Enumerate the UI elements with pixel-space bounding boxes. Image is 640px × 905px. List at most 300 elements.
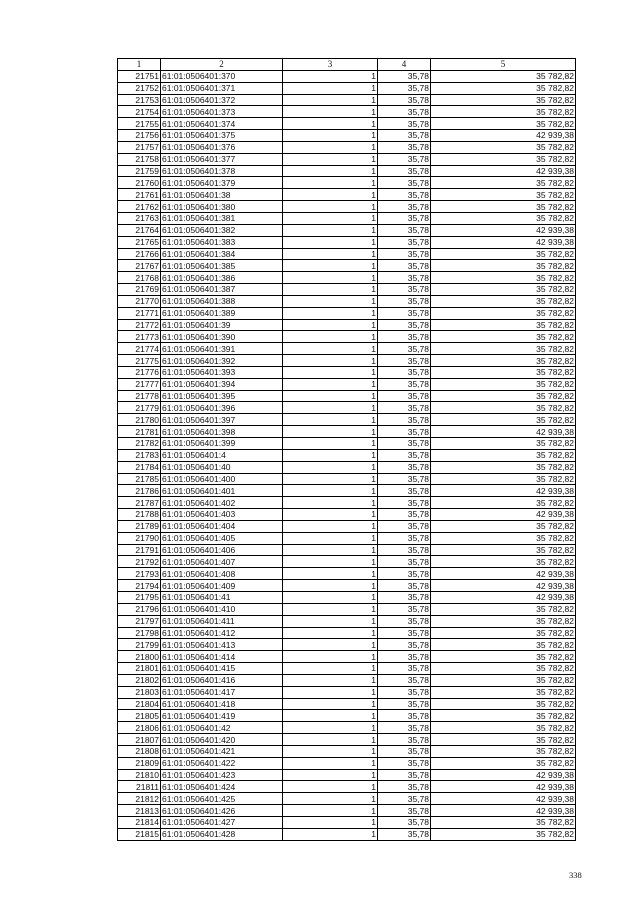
row-index-cell: 21794 <box>118 580 161 592</box>
count-cell: 1 <box>283 556 378 568</box>
cadastral-number-cell: 61:01:0506401:416 <box>161 674 283 686</box>
area-cell: 35,78 <box>378 165 431 177</box>
table-row <box>118 260 576 272</box>
row-index-cell: 21809 <box>118 757 161 769</box>
table-row <box>118 70 576 82</box>
table-row <box>118 722 576 734</box>
value-cell: 42 939,38 <box>431 224 576 236</box>
column-header-4: 4 <box>378 59 431 71</box>
cadastral-number-cell: 61:01:0506401:424 <box>161 781 283 793</box>
area-cell: 35,78 <box>378 295 431 307</box>
cadastral-number-cell: 61:01:0506401:404 <box>161 520 283 532</box>
area-cell: 35,78 <box>378 663 431 675</box>
row-index-cell: 21763 <box>118 212 161 224</box>
value-cell: 35 782,82 <box>431 343 576 355</box>
count-cell: 1 <box>283 520 378 532</box>
cadastral-number-cell: 61:01:0506401:4 <box>161 449 283 461</box>
table-row <box>118 224 576 236</box>
area-cell: 35,78 <box>378 532 431 544</box>
count-cell: 1 <box>283 355 378 367</box>
cadastral-number-cell: 61:01:0506401:421 <box>161 745 283 757</box>
count-cell: 1 <box>283 141 378 153</box>
area-cell: 35,78 <box>378 674 431 686</box>
value-cell: 35 782,82 <box>431 734 576 746</box>
cadastral-number-cell: 61:01:0506401:377 <box>161 153 283 165</box>
value-cell: 35 782,82 <box>431 118 576 130</box>
area-cell: 35,78 <box>378 201 431 213</box>
cadastral-number-cell: 61:01:0506401:423 <box>161 769 283 781</box>
row-index-cell: 21785 <box>118 473 161 485</box>
count-cell: 1 <box>283 82 378 94</box>
value-cell: 35 782,82 <box>431 260 576 272</box>
area-cell: 35,78 <box>378 153 431 165</box>
value-cell: 35 782,82 <box>431 319 576 331</box>
table-header <box>118 59 576 71</box>
table-row <box>118 284 576 296</box>
cadastral-number-cell: 61:01:0506401:370 <box>161 70 283 82</box>
row-index-cell: 21754 <box>118 106 161 118</box>
value-cell: 35 782,82 <box>431 473 576 485</box>
cadastral-number-cell: 61:01:0506401:384 <box>161 248 283 260</box>
area-cell: 35,78 <box>378 781 431 793</box>
value-cell: 35 782,82 <box>431 686 576 698</box>
table-row <box>118 248 576 260</box>
row-index-cell: 21797 <box>118 615 161 627</box>
table-row <box>118 118 576 130</box>
row-index-cell: 21791 <box>118 544 161 556</box>
area-cell: 35,78 <box>378 556 431 568</box>
value-cell: 35 782,82 <box>431 817 576 829</box>
row-index-cell: 21772 <box>118 319 161 331</box>
area-cell: 35,78 <box>378 461 431 473</box>
count-cell: 1 <box>283 414 378 426</box>
value-cell: 42 939,38 <box>431 781 576 793</box>
column-header-3: 3 <box>283 59 378 71</box>
cadastral-number-cell: 61:01:0506401:393 <box>161 366 283 378</box>
count-cell: 1 <box>283 509 378 521</box>
table-row <box>118 153 576 165</box>
count-cell: 1 <box>283 674 378 686</box>
count-cell: 1 <box>283 153 378 165</box>
area-cell: 35,78 <box>378 141 431 153</box>
table-row <box>118 615 576 627</box>
value-cell: 35 782,82 <box>431 284 576 296</box>
count-cell: 1 <box>283 591 378 603</box>
table-row <box>118 532 576 544</box>
cadastral-number-cell: 61:01:0506401:392 <box>161 355 283 367</box>
count-cell: 1 <box>283 461 378 473</box>
row-index-cell: 21801 <box>118 663 161 675</box>
cadastral-number-cell: 61:01:0506401:39 <box>161 319 283 331</box>
table-row <box>118 544 576 556</box>
area-cell: 35,78 <box>378 118 431 130</box>
cadastral-number-cell: 61:01:0506401:375 <box>161 130 283 142</box>
value-cell: 35 782,82 <box>431 331 576 343</box>
cadastral-number-cell: 61:01:0506401:401 <box>161 485 283 497</box>
row-index-cell: 21776 <box>118 366 161 378</box>
count-cell: 1 <box>283 94 378 106</box>
count-cell: 1 <box>283 165 378 177</box>
cadastral-number-cell: 61:01:0506401:409 <box>161 580 283 592</box>
table-row <box>118 343 576 355</box>
value-cell: 42 939,38 <box>431 165 576 177</box>
value-cell: 35 782,82 <box>431 449 576 461</box>
value-cell: 35 782,82 <box>431 663 576 675</box>
value-cell: 35 782,82 <box>431 828 576 840</box>
table-row <box>118 355 576 367</box>
area-cell: 35,78 <box>378 615 431 627</box>
value-cell: 42 939,38 <box>431 793 576 805</box>
register-table <box>117 58 576 841</box>
table-row <box>118 674 576 686</box>
table-row <box>118 106 576 118</box>
area-cell: 35,78 <box>378 544 431 556</box>
row-index-cell: 21761 <box>118 189 161 201</box>
row-index-cell: 21762 <box>118 201 161 213</box>
table-row <box>118 698 576 710</box>
row-index-cell: 21780 <box>118 414 161 426</box>
count-cell: 1 <box>283 177 378 189</box>
table-row <box>118 402 576 414</box>
area-cell: 35,78 <box>378 212 431 224</box>
count-cell: 1 <box>283 307 378 319</box>
count-cell: 1 <box>283 734 378 746</box>
row-index-cell: 21774 <box>118 343 161 355</box>
area-cell: 35,78 <box>378 686 431 698</box>
row-index-cell: 21770 <box>118 295 161 307</box>
table-row <box>118 319 576 331</box>
row-index-cell: 21769 <box>118 284 161 296</box>
table-row <box>118 165 576 177</box>
count-cell: 1 <box>283 212 378 224</box>
header-row <box>118 59 576 71</box>
cadastral-number-cell: 61:01:0506401:395 <box>161 390 283 402</box>
count-cell: 1 <box>283 343 378 355</box>
count-cell: 1 <box>283 627 378 639</box>
count-cell: 1 <box>283 781 378 793</box>
count-cell: 1 <box>283 224 378 236</box>
cadastral-number-cell: 61:01:0506401:380 <box>161 201 283 213</box>
cadastral-number-cell: 61:01:0506401:40 <box>161 461 283 473</box>
area-cell: 35,78 <box>378 236 431 248</box>
table-row <box>118 805 576 817</box>
value-cell: 35 782,82 <box>431 189 576 201</box>
count-cell: 1 <box>283 828 378 840</box>
value-cell: 35 782,82 <box>431 627 576 639</box>
count-cell: 1 <box>283 485 378 497</box>
area-cell: 35,78 <box>378 485 431 497</box>
count-cell: 1 <box>283 426 378 438</box>
count-cell: 1 <box>283 769 378 781</box>
value-cell: 35 782,82 <box>431 639 576 651</box>
area-cell: 35,78 <box>378 509 431 521</box>
value-cell: 35 782,82 <box>431 106 576 118</box>
cadastral-number-cell: 61:01:0506401:402 <box>161 497 283 509</box>
row-index-cell: 21812 <box>118 793 161 805</box>
area-cell: 35,78 <box>378 497 431 509</box>
count-cell: 1 <box>283 580 378 592</box>
cadastral-number-cell: 61:01:0506401:413 <box>161 639 283 651</box>
value-cell: 42 939,38 <box>431 485 576 497</box>
table-row <box>118 390 576 402</box>
area-cell: 35,78 <box>378 426 431 438</box>
cadastral-number-cell: 61:01:0506401:418 <box>161 698 283 710</box>
row-index-cell: 21765 <box>118 236 161 248</box>
table-row <box>118 745 576 757</box>
area-cell: 35,78 <box>378 284 431 296</box>
row-index-cell: 21753 <box>118 94 161 106</box>
cadastral-number-cell: 61:01:0506401:386 <box>161 272 283 284</box>
table-row <box>118 686 576 698</box>
count-cell: 1 <box>283 698 378 710</box>
cadastral-number-cell: 61:01:0506401:400 <box>161 473 283 485</box>
area-cell: 35,78 <box>378 449 431 461</box>
value-cell: 35 782,82 <box>431 248 576 260</box>
cadastral-number-cell: 61:01:0506401:391 <box>161 343 283 355</box>
cadastral-number-cell: 61:01:0506401:407 <box>161 556 283 568</box>
row-index-cell: 21775 <box>118 355 161 367</box>
table-row <box>118 212 576 224</box>
cadastral-number-cell: 61:01:0506401:38 <box>161 189 283 201</box>
area-cell: 35,78 <box>378 355 431 367</box>
value-cell: 35 782,82 <box>431 532 576 544</box>
cadastral-number-cell: 61:01:0506401:417 <box>161 686 283 698</box>
value-cell: 42 939,38 <box>431 130 576 142</box>
row-index-cell: 21798 <box>118 627 161 639</box>
table-row <box>118 603 576 615</box>
count-cell: 1 <box>283 497 378 509</box>
cadastral-number-cell: 61:01:0506401:374 <box>161 118 283 130</box>
value-cell: 35 782,82 <box>431 402 576 414</box>
value-cell: 35 782,82 <box>431 390 576 402</box>
area-cell: 35,78 <box>378 698 431 710</box>
value-cell: 35 782,82 <box>431 177 576 189</box>
area-cell: 35,78 <box>378 70 431 82</box>
column-header-5: 5 <box>431 59 576 71</box>
cadastral-number-cell: 61:01:0506401:422 <box>161 757 283 769</box>
table-row <box>118 651 576 663</box>
value-cell: 35 782,82 <box>431 355 576 367</box>
table-row <box>118 828 576 840</box>
cadastral-number-cell: 61:01:0506401:390 <box>161 331 283 343</box>
area-cell: 35,78 <box>378 224 431 236</box>
count-cell: 1 <box>283 603 378 615</box>
area-cell: 35,78 <box>378 319 431 331</box>
value-cell: 35 782,82 <box>431 674 576 686</box>
row-index-cell: 21803 <box>118 686 161 698</box>
count-cell: 1 <box>283 745 378 757</box>
row-index-cell: 21760 <box>118 177 161 189</box>
area-cell: 35,78 <box>378 189 431 201</box>
value-cell: 42 939,38 <box>431 580 576 592</box>
cadastral-number-cell: 61:01:0506401:414 <box>161 651 283 663</box>
value-cell: 35 782,82 <box>431 544 576 556</box>
table-row <box>118 781 576 793</box>
area-cell: 35,78 <box>378 757 431 769</box>
row-index-cell: 21808 <box>118 745 161 757</box>
cadastral-number-cell: 61:01:0506401:388 <box>161 295 283 307</box>
page-number: 338 <box>569 870 582 880</box>
area-cell: 35,78 <box>378 343 431 355</box>
area-cell: 35,78 <box>378 177 431 189</box>
cadastral-number-cell: 61:01:0506401:425 <box>161 793 283 805</box>
table-row <box>118 663 576 675</box>
area-cell: 35,78 <box>378 248 431 260</box>
value-cell: 35 782,82 <box>431 438 576 450</box>
count-cell: 1 <box>283 817 378 829</box>
table-row <box>118 366 576 378</box>
value-cell: 42 939,38 <box>431 426 576 438</box>
count-cell: 1 <box>283 201 378 213</box>
table-row <box>118 94 576 106</box>
table-row <box>118 201 576 213</box>
value-cell: 35 782,82 <box>431 757 576 769</box>
count-cell: 1 <box>283 710 378 722</box>
row-index-cell: 21784 <box>118 461 161 473</box>
row-index-cell: 21759 <box>118 165 161 177</box>
count-cell: 1 <box>283 189 378 201</box>
table-row <box>118 591 576 603</box>
value-cell: 35 782,82 <box>431 307 576 319</box>
count-cell: 1 <box>283 757 378 769</box>
area-cell: 35,78 <box>378 307 431 319</box>
value-cell: 35 782,82 <box>431 603 576 615</box>
count-cell: 1 <box>283 70 378 82</box>
area-cell: 35,78 <box>378 402 431 414</box>
cadastral-number-cell: 61:01:0506401:376 <box>161 141 283 153</box>
table-row <box>118 568 576 580</box>
area-cell: 35,78 <box>378 722 431 734</box>
row-index-cell: 21752 <box>118 82 161 94</box>
cadastral-number-cell: 61:01:0506401:381 <box>161 212 283 224</box>
table-row <box>118 414 576 426</box>
area-cell: 35,78 <box>378 627 431 639</box>
table-row <box>118 639 576 651</box>
count-cell: 1 <box>283 663 378 675</box>
count-cell: 1 <box>283 805 378 817</box>
count-cell: 1 <box>283 366 378 378</box>
row-index-cell: 21766 <box>118 248 161 260</box>
count-cell: 1 <box>283 331 378 343</box>
area-cell: 35,78 <box>378 331 431 343</box>
cadastral-number-cell: 61:01:0506401:406 <box>161 544 283 556</box>
cadastral-number-cell: 61:01:0506401:405 <box>161 532 283 544</box>
row-index-cell: 21814 <box>118 817 161 829</box>
count-cell: 1 <box>283 118 378 130</box>
area-cell: 35,78 <box>378 130 431 142</box>
cadastral-number-cell: 61:01:0506401:382 <box>161 224 283 236</box>
area-cell: 35,78 <box>378 94 431 106</box>
value-cell: 42 939,38 <box>431 236 576 248</box>
count-cell: 1 <box>283 272 378 284</box>
row-index-cell: 21779 <box>118 402 161 414</box>
value-cell: 35 782,82 <box>431 141 576 153</box>
count-cell: 1 <box>283 390 378 402</box>
area-cell: 35,78 <box>378 366 431 378</box>
row-index-cell: 21795 <box>118 591 161 603</box>
row-index-cell: 21807 <box>118 734 161 746</box>
count-cell: 1 <box>283 686 378 698</box>
value-cell: 35 782,82 <box>431 497 576 509</box>
value-cell: 35 782,82 <box>431 722 576 734</box>
cadastral-number-cell: 61:01:0506401:379 <box>161 177 283 189</box>
value-cell: 35 782,82 <box>431 82 576 94</box>
area-cell: 35,78 <box>378 580 431 592</box>
table-row <box>118 141 576 153</box>
row-index-cell: 21792 <box>118 556 161 568</box>
area-cell: 35,78 <box>378 473 431 485</box>
row-index-cell: 21751 <box>118 70 161 82</box>
row-index-cell: 21793 <box>118 568 161 580</box>
cadastral-number-cell: 61:01:0506401:396 <box>161 402 283 414</box>
row-index-cell: 21773 <box>118 331 161 343</box>
table-row <box>118 473 576 485</box>
cadastral-number-cell: 61:01:0506401:387 <box>161 284 283 296</box>
area-cell: 35,78 <box>378 793 431 805</box>
cadastral-number-cell: 61:01:0506401:394 <box>161 378 283 390</box>
row-index-cell: 21777 <box>118 378 161 390</box>
row-index-cell: 21778 <box>118 390 161 402</box>
value-cell: 42 939,38 <box>431 568 576 580</box>
area-cell: 35,78 <box>378 710 431 722</box>
cadastral-number-cell: 61:01:0506401:408 <box>161 568 283 580</box>
row-index-cell: 21768 <box>118 272 161 284</box>
table-row <box>118 177 576 189</box>
cadastral-number-cell: 61:01:0506401:415 <box>161 663 283 675</box>
area-cell: 35,78 <box>378 603 431 615</box>
row-index-cell: 21781 <box>118 426 161 438</box>
value-cell: 42 939,38 <box>431 591 576 603</box>
cadastral-number-cell: 61:01:0506401:378 <box>161 165 283 177</box>
count-cell: 1 <box>283 639 378 651</box>
row-index-cell: 21771 <box>118 307 161 319</box>
value-cell: 35 782,82 <box>431 461 576 473</box>
table-row <box>118 509 576 521</box>
table-row <box>118 449 576 461</box>
row-index-cell: 21802 <box>118 674 161 686</box>
value-cell: 35 782,82 <box>431 698 576 710</box>
count-cell: 1 <box>283 438 378 450</box>
cadastral-number-cell: 61:01:0506401:427 <box>161 817 283 829</box>
table-body <box>118 70 576 840</box>
area-cell: 35,78 <box>378 390 431 402</box>
area-cell: 35,78 <box>378 568 431 580</box>
table-row <box>118 793 576 805</box>
cadastral-number-cell: 61:01:0506401:412 <box>161 627 283 639</box>
cadastral-number-cell: 61:01:0506401:383 <box>161 236 283 248</box>
value-cell: 42 939,38 <box>431 769 576 781</box>
area-cell: 35,78 <box>378 828 431 840</box>
cadastral-number-cell: 61:01:0506401:411 <box>161 615 283 627</box>
table-row <box>118 817 576 829</box>
count-cell: 1 <box>283 449 378 461</box>
row-index-cell: 21815 <box>118 828 161 840</box>
cadastral-number-cell: 61:01:0506401:42 <box>161 722 283 734</box>
column-header-1: 1 <box>118 59 161 71</box>
area-cell: 35,78 <box>378 805 431 817</box>
count-cell: 1 <box>283 295 378 307</box>
row-index-cell: 21799 <box>118 639 161 651</box>
table-row <box>118 130 576 142</box>
row-index-cell: 21790 <box>118 532 161 544</box>
table-row <box>118 331 576 343</box>
cadastral-number-cell: 61:01:0506401:428 <box>161 828 283 840</box>
count-cell: 1 <box>283 651 378 663</box>
value-cell: 35 782,82 <box>431 414 576 426</box>
area-cell: 35,78 <box>378 106 431 118</box>
row-index-cell: 21805 <box>118 710 161 722</box>
row-index-cell: 21764 <box>118 224 161 236</box>
